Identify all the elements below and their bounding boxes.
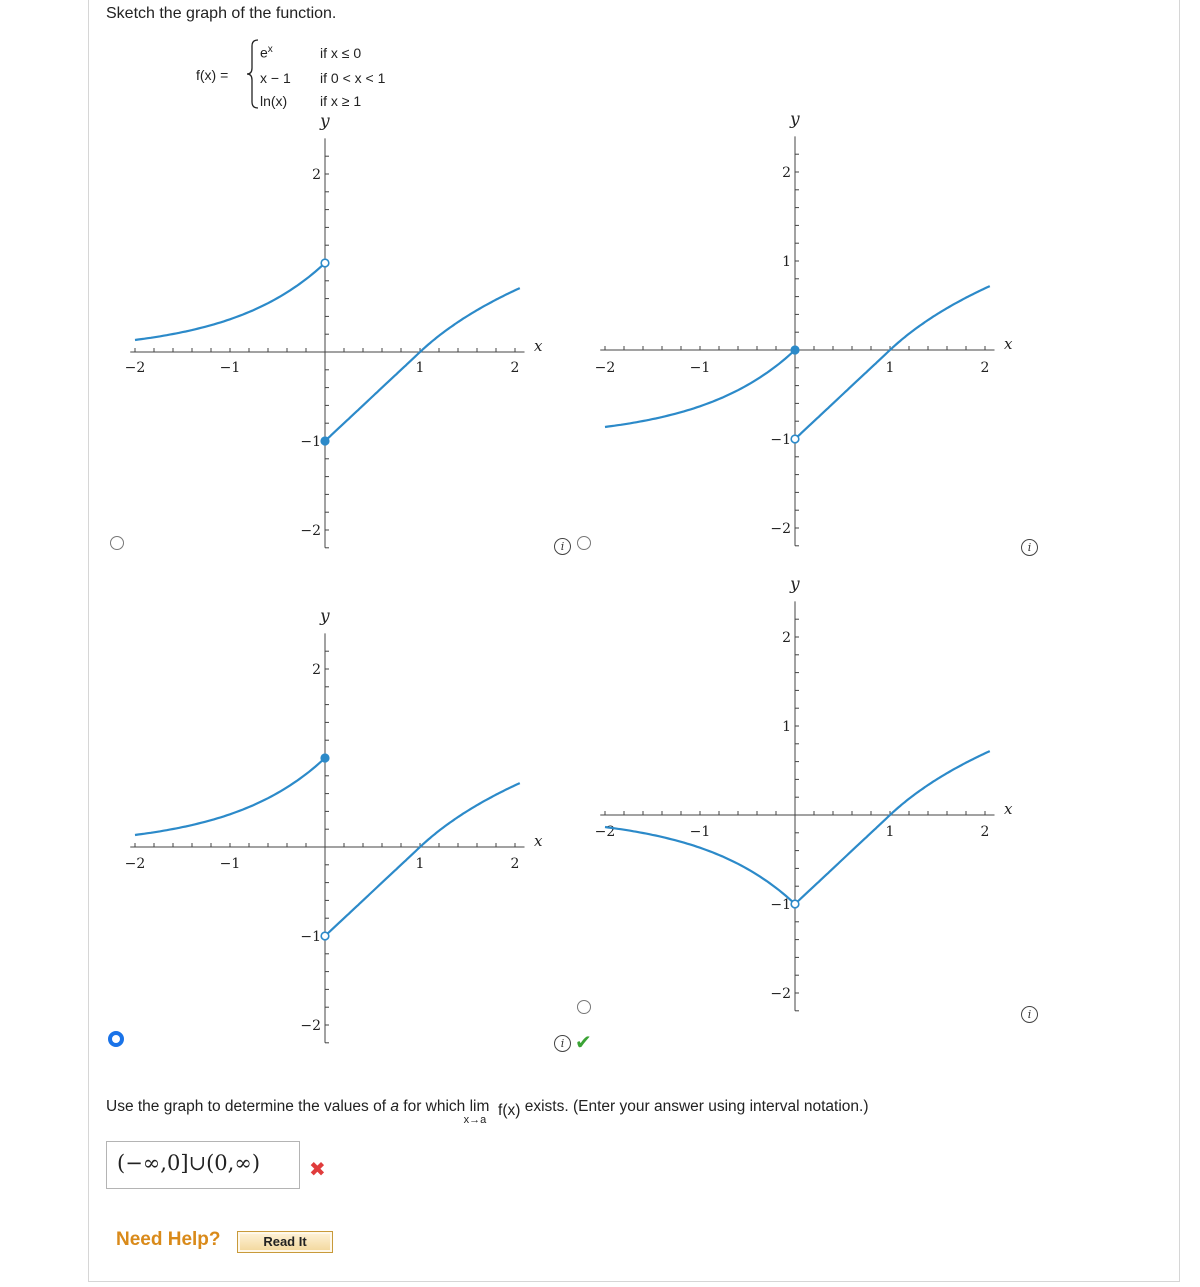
y-tick-label: −2 [300,1018,321,1034]
open-endpoint [791,435,799,443]
open-endpoint [321,259,329,267]
y-tick-label: 2 [782,165,791,181]
lim-subscript: x→a [463,1114,487,1126]
option-b-radio[interactable] [577,536,591,550]
open-endpoint [321,932,329,940]
x-tick-label: −1 [219,856,241,872]
graph-curve-piece [795,815,890,904]
need-help-label: Need Help? [116,1229,221,1250]
x-axis-label: x [1004,800,1013,818]
option-a-radio[interactable] [110,536,124,550]
graph-curve-piece [325,352,420,441]
y-tick-label: 1 [782,719,791,735]
answer-input[interactable] [106,1141,300,1189]
x-tick-label: 1 [415,856,425,872]
y-axis-label: y [790,109,800,130]
graph-option-c [125,606,543,1042]
x-tick-label: 1 [415,360,425,376]
correct-check-icon: ✔ [575,1032,592,1054]
x-tick-label: −1 [689,824,711,840]
option-c-radio[interactable] [108,1031,124,1047]
option-b-info-icon[interactable]: i [1021,539,1038,556]
piece-1-condition: if x ≤ 0 [320,45,362,61]
incorrect-x-icon: ✖ [309,1159,326,1181]
graph-option-a [125,111,543,547]
x-tick-label: 2 [980,360,990,376]
piece-2-expr: x − 1 [260,70,291,86]
graph-option-d [595,574,1013,1010]
x-tick-label: 1 [885,360,895,376]
closed-endpoint [321,437,329,445]
x-axis-label: x [534,337,543,355]
graph-curve-piece [795,350,890,439]
graph-curve-piece [135,758,325,835]
y-tick-label: −2 [770,986,791,1002]
option-d-info-icon[interactable]: i [1021,1006,1038,1023]
graph-curve-piece [890,286,990,350]
open-endpoint [791,900,799,908]
graph-curve-piece [135,263,325,340]
piece-3-expr: ln(x) [260,93,288,109]
question-text: Sketch the graph of the function. [106,5,337,22]
x-tick-label: 2 [510,360,520,376]
x-tick-label: −2 [594,824,616,840]
read-it-button[interactable]: Read It [237,1231,333,1253]
y-tick-label: −1 [770,432,791,448]
piece-3-condition: if x ≥ 1 [320,93,362,109]
y-axis-label: y [320,606,330,627]
function-name: f(x) = [196,67,229,83]
y-axis-label: y [790,574,800,595]
graph-curve-piece [325,847,420,936]
option-d-radio[interactable] [577,1000,591,1014]
graph-curve-piece [420,783,520,847]
y-tick-label: 2 [312,167,321,183]
lim-word: lim [469,1098,490,1115]
piece-2-condition: if 0 < x < 1 [320,70,386,86]
answer-value: (−∞,0]∪(0,∞) [117,1151,261,1175]
piece-1-expr: $e^x$ [260,44,273,61]
limit-question: Use the graph to determine the values of a for which lim x→a f(x) exists. (Enter your answer using interval notation.) [106,1098,869,1126]
x-tick-label: −1 [219,360,241,376]
graph-curve-piece [420,288,520,352]
y-tick-label: −1 [300,434,321,450]
x-axis-label: x [1004,335,1013,353]
x-tick-label: −2 [594,360,616,376]
y-tick-label: −1 [300,929,321,945]
option-c-info-icon[interactable]: i [554,1035,571,1052]
y-tick-label: −1 [770,897,791,913]
x-tick-label: 2 [980,824,990,840]
y-tick-label: 1 [782,254,791,270]
y-axis-label: y [320,111,330,132]
graph-curve-piece [890,751,990,815]
y-tick-label: 2 [782,630,791,646]
closed-endpoint [791,346,799,354]
x-tick-label: −2 [124,360,146,376]
x-axis-label: x [534,832,543,850]
x-tick-label: 1 [885,824,895,840]
y-tick-label: −2 [770,521,791,537]
x-tick-label: 2 [510,856,520,872]
y-tick-label: 2 [312,662,321,678]
graph-option-b [595,109,1013,545]
x-tick-label: −2 [124,856,146,872]
option-a-info-icon[interactable]: i [554,538,571,555]
closed-endpoint [321,754,329,762]
x-tick-label: −1 [689,360,711,376]
y-tick-label: −2 [300,523,321,539]
